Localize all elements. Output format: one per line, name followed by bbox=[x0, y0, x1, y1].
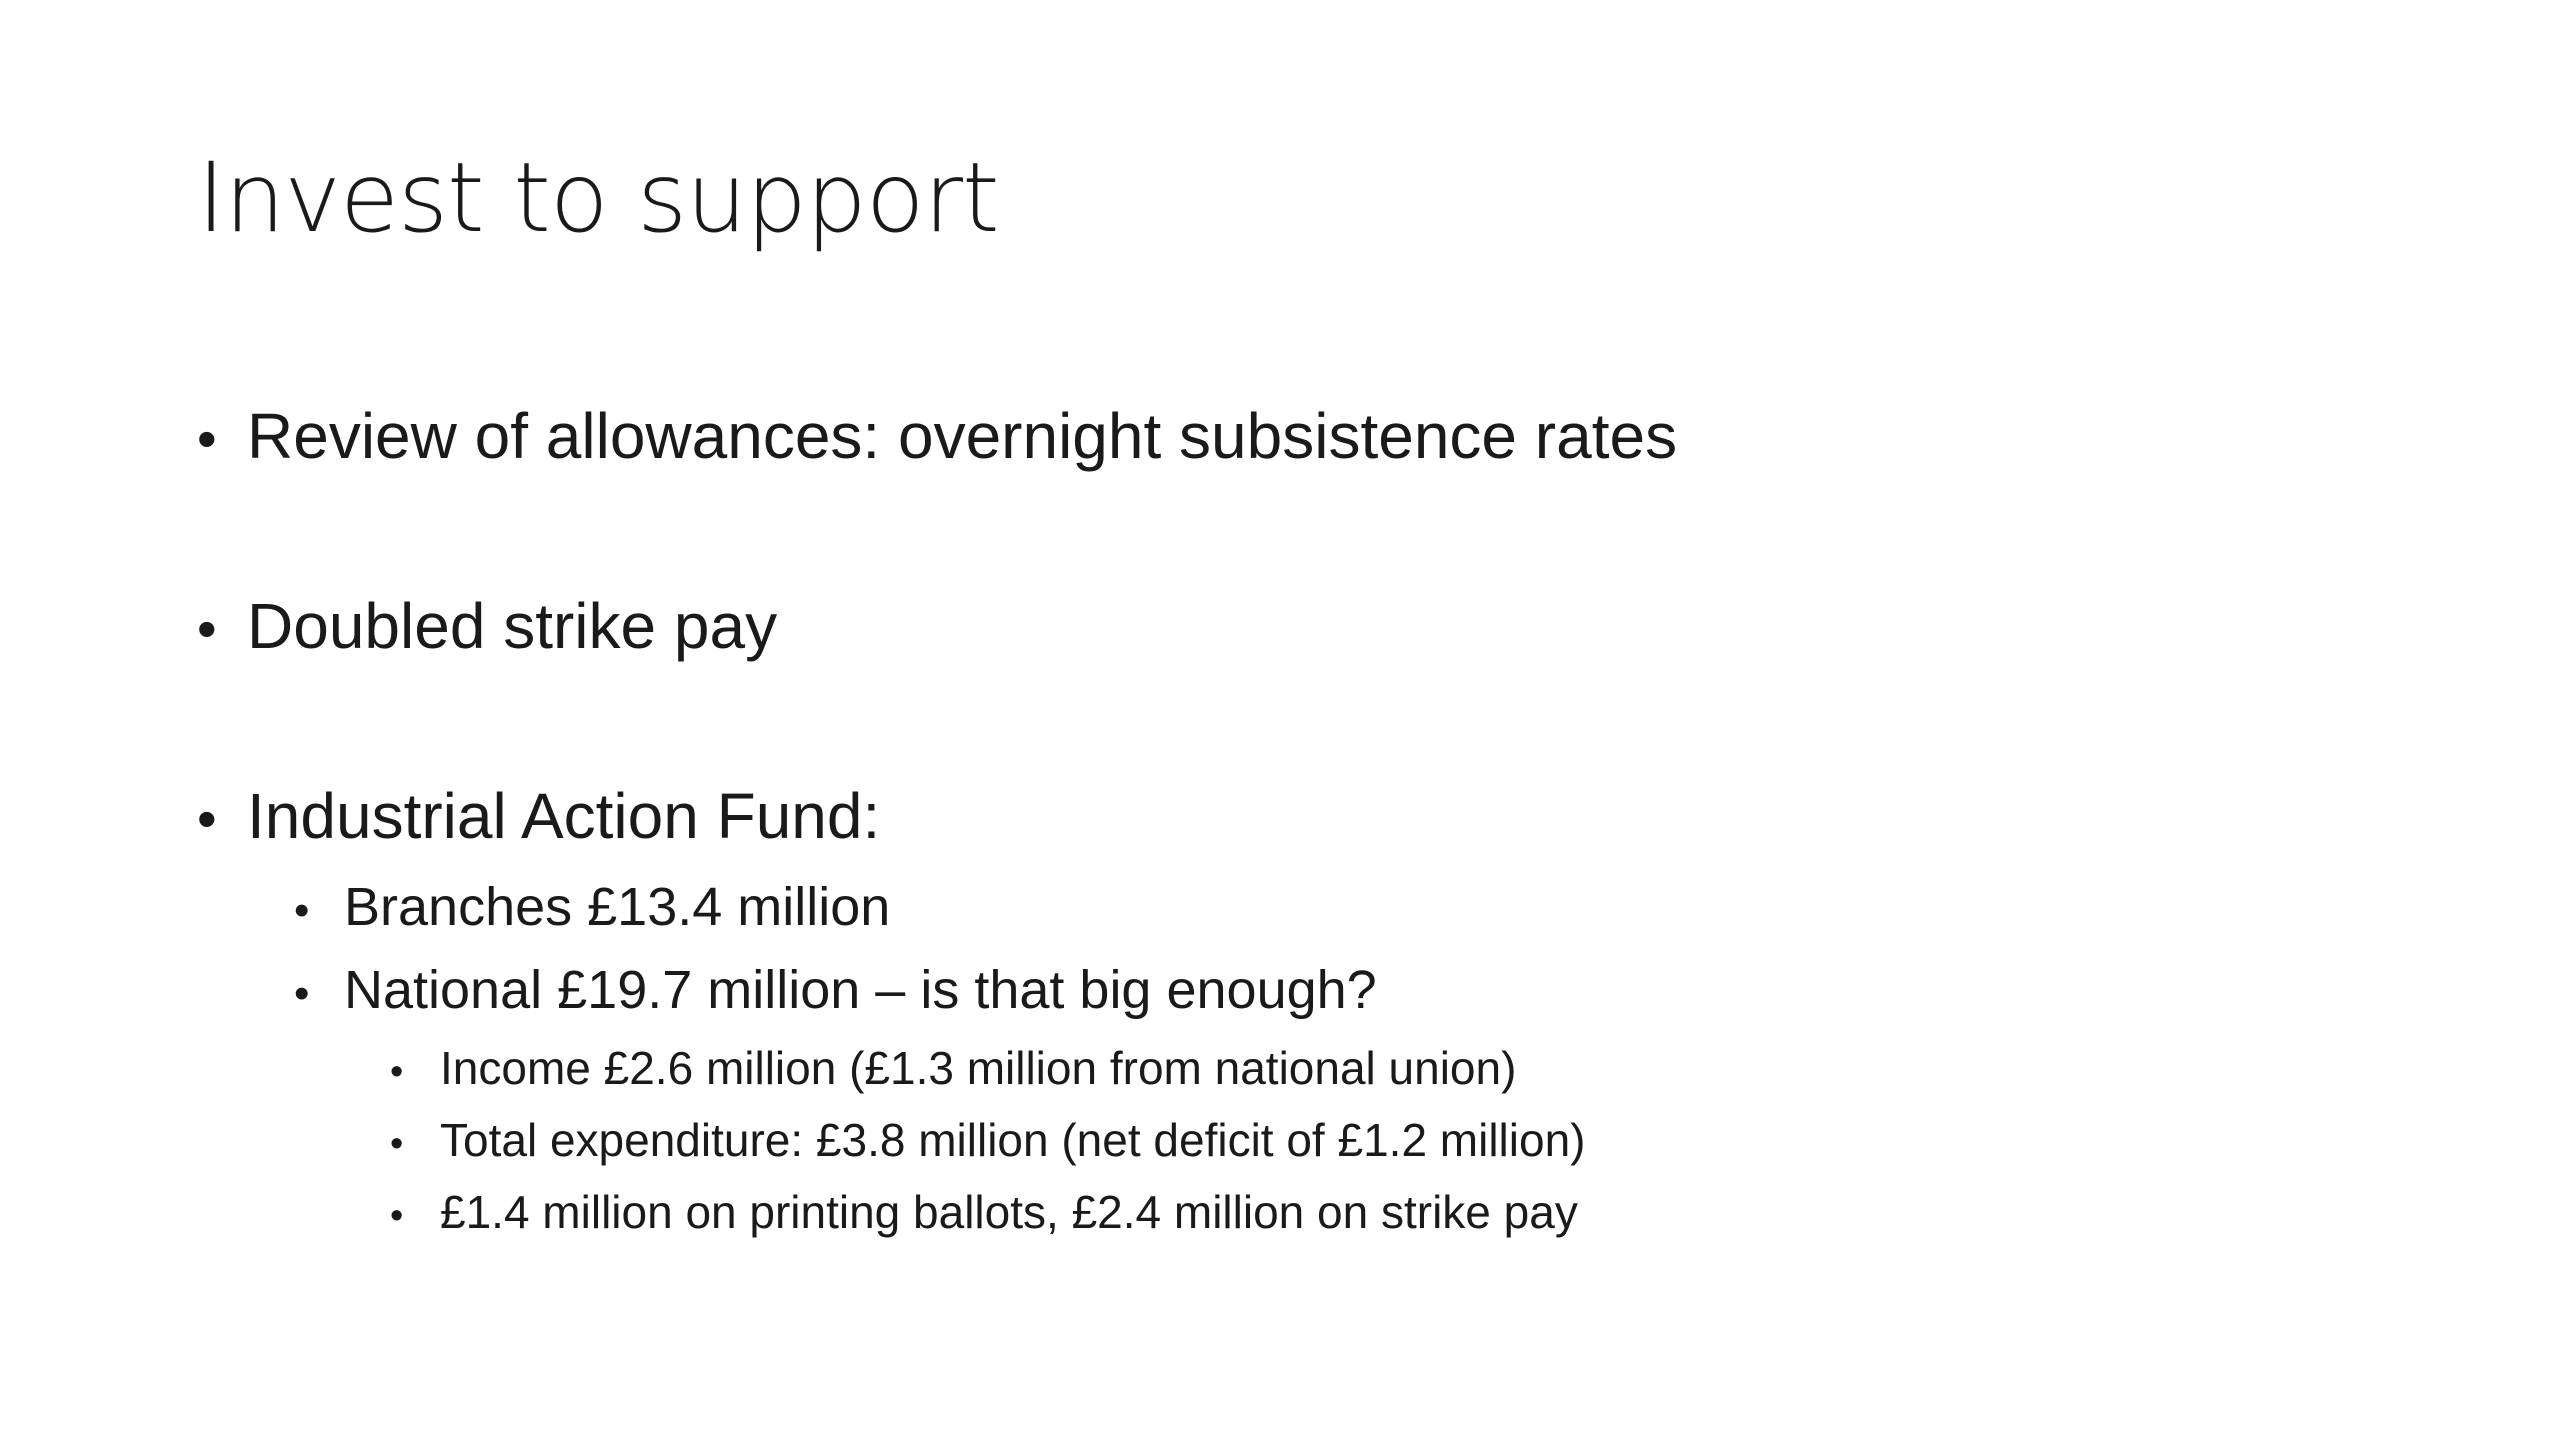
sub-sub-bullet-income bbox=[390, 1042, 1517, 1094]
bullet-text: Branches £13.4 million bbox=[344, 877, 891, 937]
bullet-review-allowances bbox=[197, 400, 1678, 472]
sub-bullet-national bbox=[294, 960, 1377, 1020]
bullet-dot: • bbox=[197, 407, 217, 470]
bullet-text: Income £2.6 million (£1.3 million from national union) bbox=[440, 1042, 1517, 1094]
bullet-industrial-action-fund bbox=[197, 780, 881, 852]
slide-title: Invest to support bbox=[197, 142, 999, 254]
bullet-dot: • bbox=[294, 969, 310, 1018]
bullet-dot: • bbox=[197, 597, 217, 660]
bullet-text: Industrial Action Fund: bbox=[247, 780, 881, 852]
sub-bullet-branches bbox=[294, 877, 891, 937]
bullet-text: Review of allowances: overnight subsistence rates bbox=[247, 400, 1678, 472]
bullet-text: £1.4 million on printing ballots, £2.4 million on strike pay bbox=[440, 1186, 1578, 1238]
bullet-text: Doubled strike pay bbox=[247, 590, 778, 662]
bullet-dot: • bbox=[390, 1123, 404, 1165]
sub-sub-bullet-expenditure bbox=[390, 1114, 1586, 1166]
bullet-dot: • bbox=[197, 787, 217, 850]
sub-sub-bullet-printing-ballots bbox=[390, 1186, 1578, 1238]
bullet-text: National £19.7 million – is that big enough? bbox=[344, 960, 1377, 1020]
bullet-dot: • bbox=[294, 886, 310, 935]
bullet-doubled-strike-pay bbox=[197, 590, 778, 662]
bullet-text: Total expenditure: £3.8 million (net deficit of £1.2 million) bbox=[440, 1114, 1586, 1166]
bullet-dot: • bbox=[390, 1051, 404, 1093]
bullet-dot: • bbox=[390, 1195, 404, 1237]
